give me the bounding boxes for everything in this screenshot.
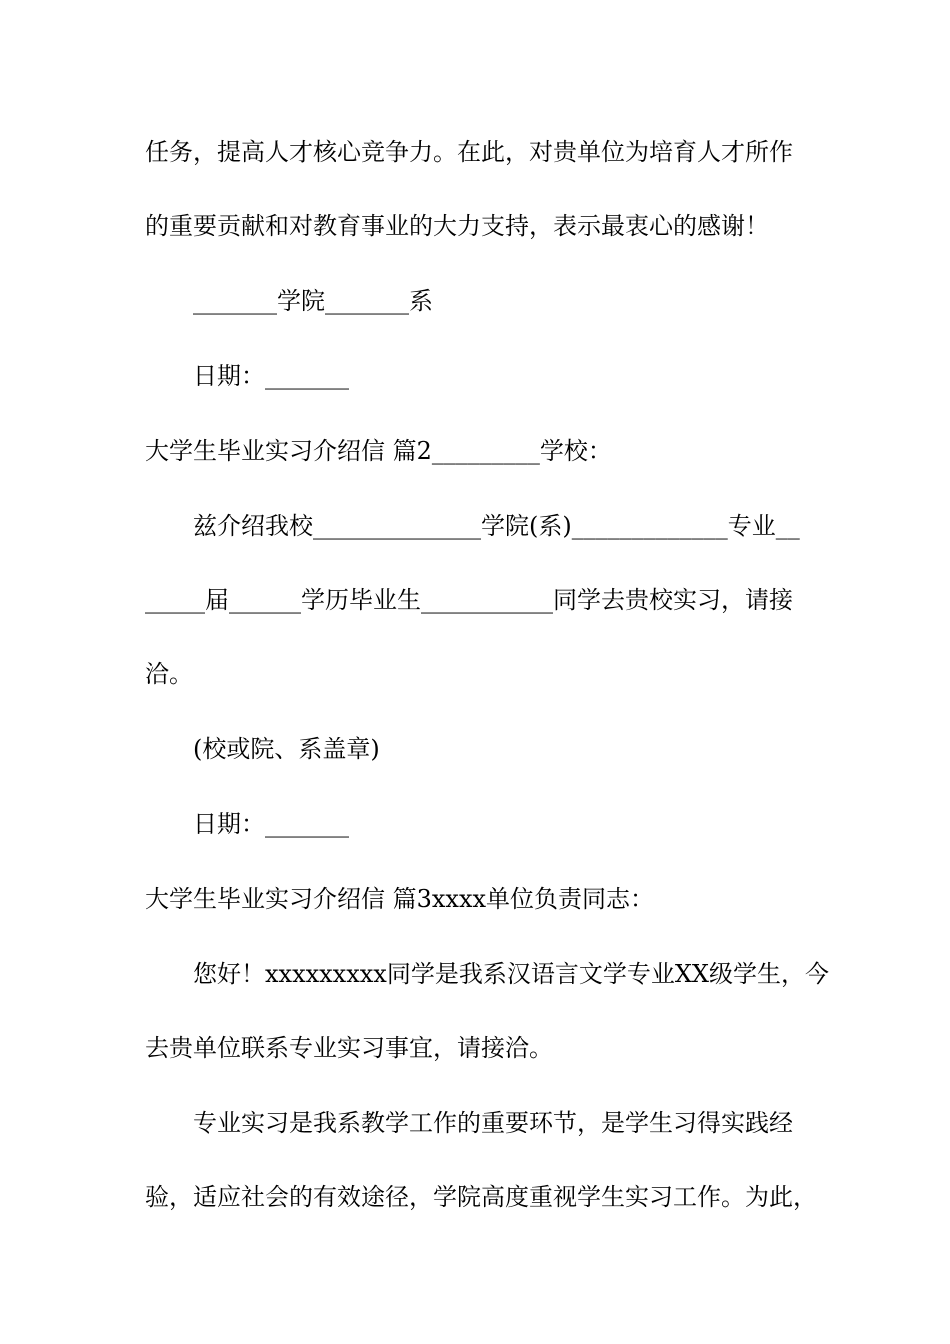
paragraph-line: 您好！xxxxxxxxx同学是我系汉语言文学专业XX级学生，今	[193, 960, 829, 988]
seal-note: (校或院、系盖章)	[193, 735, 380, 763]
date-line: 日期：_______	[193, 362, 349, 390]
paragraph-line: 去贵单位联系专业实习事宜，请接洽。	[145, 1034, 553, 1062]
paragraph-line: 专业实习是我系教学工作的重要环节，是学生习得实践经	[193, 1109, 793, 1137]
paragraph-line: 验，适应社会的有效途径，学院高度重视学生实习工作。为此，	[145, 1183, 817, 1211]
paragraph-line: 的重要贡献和对教育事业的大力支持，表示最衷心的感谢！	[145, 212, 769, 240]
date-line: 日期：_______	[193, 810, 349, 838]
signature-college-department: _______学院_______系	[193, 287, 433, 315]
paragraph-line: _____届______学历毕业生___________同学去贵校实习，请接	[145, 586, 793, 614]
paragraph-line: 兹介绍我校______________学院(系)_____________专业__	[193, 512, 800, 540]
letter-heading-3: 大学生毕业实习介绍信 篇3xxxx单位负责同志：	[145, 885, 655, 913]
paragraph-line: 洽。	[145, 660, 193, 688]
paragraph-line: 任务，提高人才核心竞争力。在此，对贵单位为培育人才所作	[145, 138, 793, 166]
letter-heading-2: 大学生毕业实习介绍信 篇2_________学校：	[145, 437, 612, 465]
